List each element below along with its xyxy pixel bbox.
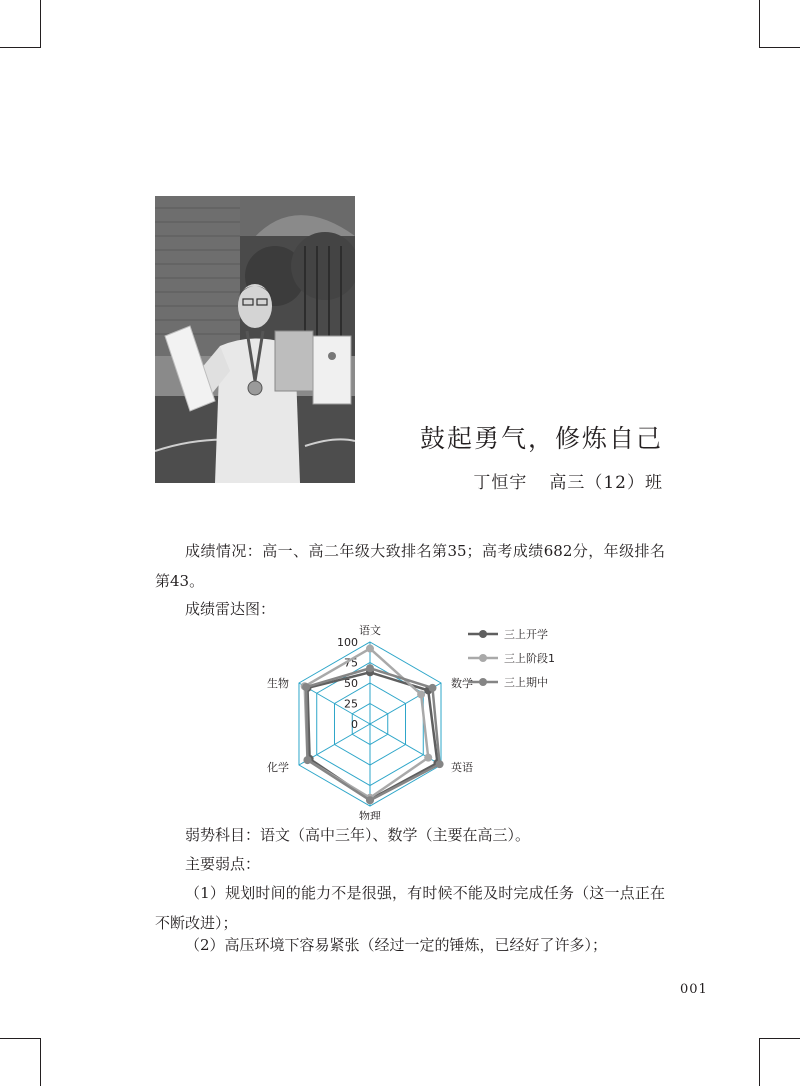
- radar-data-point: [428, 684, 436, 692]
- radar-data-point: [366, 664, 374, 672]
- crop-mark: [759, 1038, 800, 1039]
- crop-mark: [40, 1038, 41, 1086]
- paragraph-weak-subjects: 弱势科目：语文（高中三年）、数学（主要在高三）。: [185, 826, 531, 844]
- radar-tick-label: 25: [344, 697, 358, 711]
- radar-data-point: [304, 756, 312, 764]
- radar-axis-label: 语文: [359, 624, 381, 637]
- radar-axis-label: 物理: [359, 810, 381, 820]
- crop-mark: [759, 47, 800, 48]
- radar-tick-label: 50: [344, 677, 358, 690]
- student-photo: [155, 196, 355, 483]
- paragraph-weakness-1: （1）规划时间的能力不是很强，有时候不能及时完成任务（这一点正在不断改进）；: [155, 884, 665, 932]
- author-line: [473, 468, 663, 493]
- radar-data-point: [366, 796, 374, 804]
- paragraph-score: 成绩情况：高一、高二年级大致排名第35；高考成绩682分，年级排名第43。: [155, 542, 665, 590]
- radar-chart: [240, 620, 580, 820]
- paragraph-weakness-2: （2）高压环境下容易紧张（经过一定的锤炼，已经好了许多）；: [185, 936, 608, 954]
- radar-axis-label: 生物: [266, 677, 289, 690]
- radar-data-point: [424, 754, 432, 762]
- radar-data-point: [417, 690, 425, 698]
- radar-data-point: [302, 683, 310, 691]
- legend-label: 三上期中: [504, 676, 548, 689]
- legend-marker: [479, 678, 487, 686]
- radar-axis-label: 数学: [451, 677, 474, 690]
- legend-label: 三上阶段1: [504, 652, 555, 665]
- author-class: 高三（12）班: [549, 473, 663, 493]
- article-title: 鼓起勇气，修炼自己: [419, 424, 663, 453]
- radar-axis-label: 化学: [266, 761, 289, 774]
- radar-axis-label: 英语: [451, 761, 474, 774]
- crop-mark: [759, 0, 760, 48]
- crop-mark: [0, 47, 41, 48]
- crop-mark: [759, 1038, 760, 1086]
- radar-data-point: [366, 645, 374, 653]
- radar-tick-label: 0: [351, 718, 358, 731]
- author-name: 丁恒宇: [473, 473, 528, 493]
- legend-marker: [479, 630, 487, 638]
- page-number: 001: [680, 982, 708, 997]
- radar-tick-label: 100: [337, 636, 358, 649]
- crop-mark: [40, 0, 41, 48]
- radar-tick-label: 75: [344, 656, 358, 670]
- radar-data-point: [436, 760, 444, 768]
- paragraph-radar-label: 成绩雷达图：: [185, 600, 276, 618]
- paragraph-weakness-heading: 主要弱点：: [185, 855, 261, 873]
- legend-marker: [479, 654, 487, 662]
- crop-mark: [0, 1038, 41, 1039]
- legend-label: 三上开学: [504, 628, 548, 641]
